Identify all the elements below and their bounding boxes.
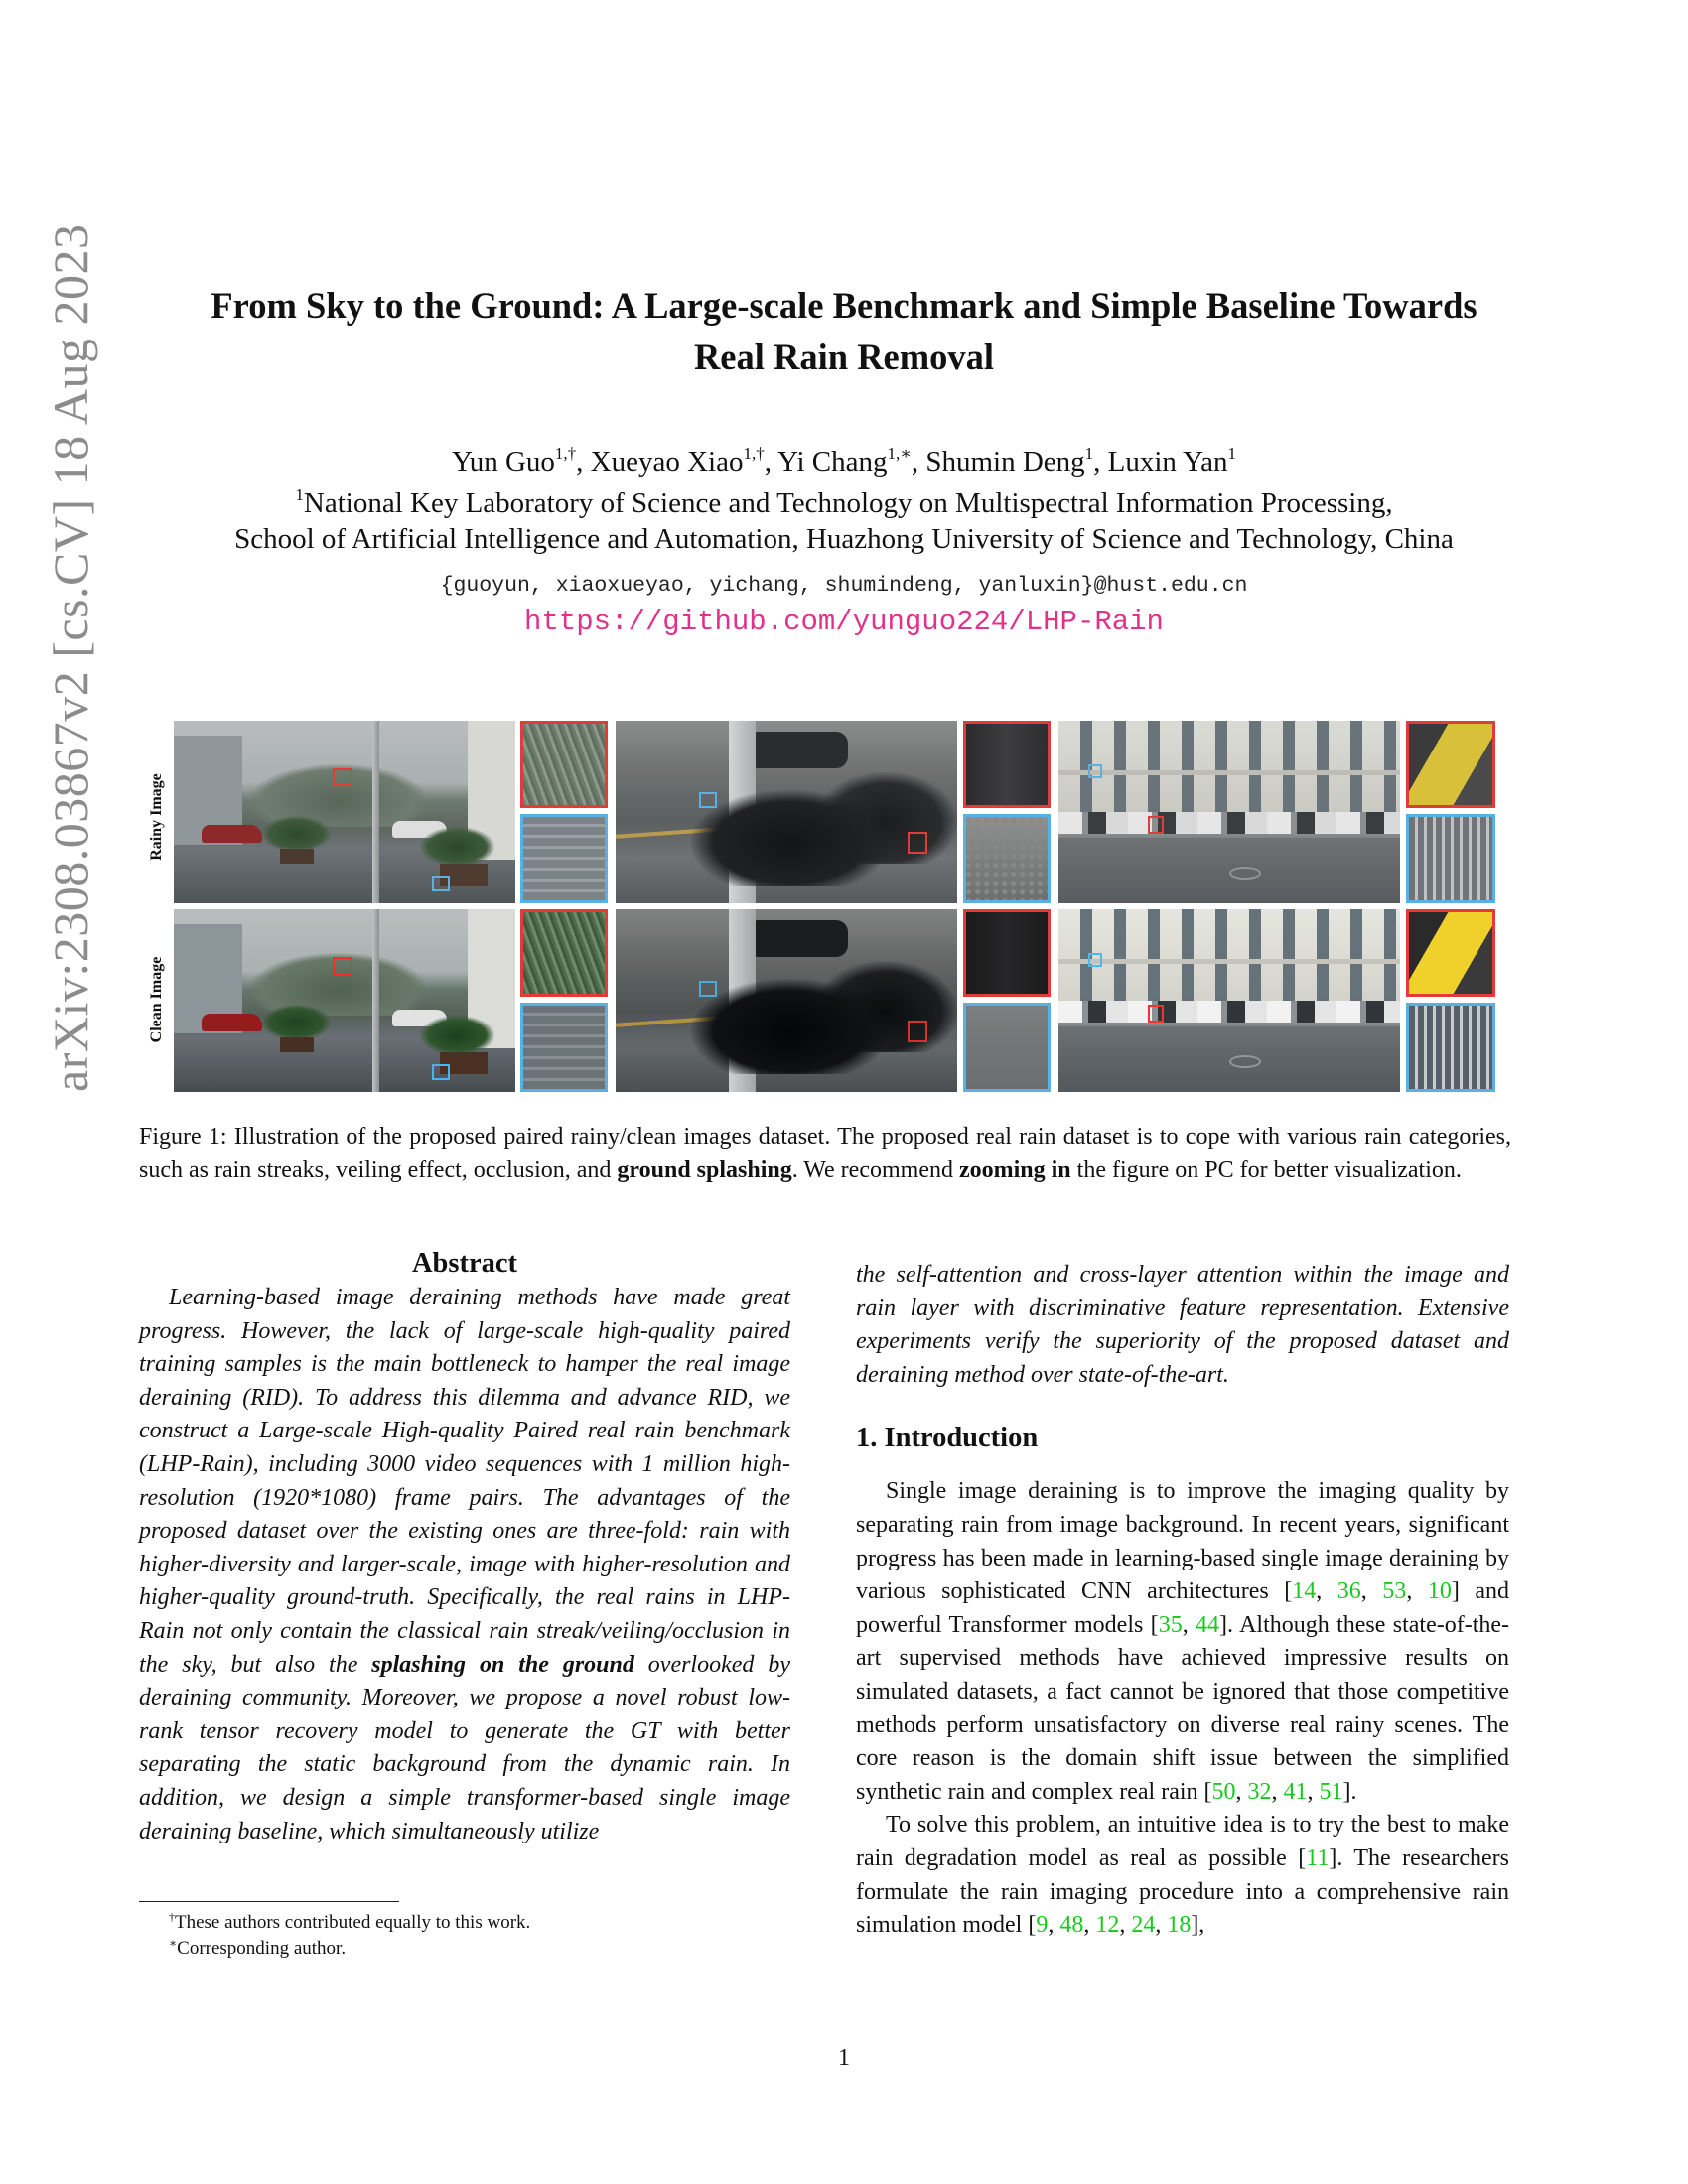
rainy-crop-blue-2	[963, 814, 1051, 903]
citation-link[interactable]: 53	[1382, 1578, 1407, 1605]
introduction-heading: 1. Introduction	[856, 1423, 1039, 1454]
citation-link[interactable]: 11	[1306, 1844, 1330, 1871]
intro-text: To solve this problem, an intuitive idea is to try the best to make rain degradation model as real as possible [	[856, 1812, 1509, 1871]
author-sup: 1	[1227, 444, 1237, 463]
red-crop-marker	[333, 957, 352, 975]
affiliation-line-2: School of Artificial Intelligence and Automation, Huazhong University of Science and Technology, China	[234, 523, 1454, 555]
rainy-crop-red-1	[520, 721, 608, 808]
caption-bold-ground-splashing: ground splashing	[617, 1158, 792, 1183]
arxiv-stamp: arXiv:2308.03867v2 [cs.CV] 18 Aug 2023	[43, 223, 98, 1092]
citation-link[interactable]: 32	[1247, 1778, 1272, 1805]
intro-text: ]. The researchers formulate the rain imaging procedure into a comprehensive rain simulation model [	[856, 1844, 1509, 1939]
row-label-rainy: Rainy Image	[148, 773, 165, 861]
author-name: Luxin Yan	[1107, 446, 1228, 478]
red-crop-marker	[908, 1021, 927, 1042]
blue-crop-marker	[432, 876, 450, 891]
rainy-scene-campus	[174, 721, 515, 903]
abstract-heading: Abstract	[411, 1248, 518, 1279]
clean-crop-blue-3	[1406, 1003, 1495, 1092]
red-crop-marker	[1148, 816, 1164, 834]
row-label-clean: Clean Image	[148, 956, 165, 1043]
citation-link[interactable]: 9	[1036, 1912, 1049, 1939]
abstract-text	[139, 1282, 790, 1848]
footnote-1-mark: †	[169, 1910, 175, 1924]
clean-scene-campus	[174, 909, 515, 1092]
right-column	[856, 1259, 1509, 1943]
author-emails: {guoyun, xiaoxueyao, yichang, shumindeng, yanluxin}@hust.edu.cn	[440, 574, 1248, 598]
intro-text: ] and powerful Transformer models [	[856, 1578, 1509, 1638]
rainy-crop-red-3	[1406, 721, 1495, 808]
footnote-1-text: These authors contributed equally to this work.	[175, 1912, 531, 1933]
clean-crop-red-2	[963, 909, 1051, 997]
clean-crop-red-3	[1406, 909, 1495, 997]
citation-link[interactable]: 14	[1292, 1578, 1317, 1605]
footnote-1	[169, 1910, 530, 1936]
intro-text: Single image deraining is to improve the imaging quality by separating rain from image background. In recent years, significant progress has been made in learning-based single image deraining by various sophisticated CNN architectures [	[856, 1478, 1509, 1605]
footnotes	[169, 1910, 530, 1962]
citation-link[interactable]: 41	[1283, 1778, 1308, 1805]
footnote-2-mark: ∗	[169, 1936, 178, 1950]
intro-text: ].	[1342, 1778, 1357, 1805]
caption-text: the figure on PC for better visualization.	[1070, 1158, 1462, 1183]
blue-crop-marker	[432, 1064, 450, 1080]
title-line-2: Real Rain Removal	[693, 337, 995, 377]
intro-paragraph-2: To solve this problem, an intuitive idea is to try the best to make rain degradation model as real as possible [11]. The researchers formulate the rain imaging procedure into a comprehensive rain simulation model [9, 48, 12, 24, 18],	[856, 1812, 1509, 1939]
clean-scene-building	[1058, 909, 1400, 1092]
affiliation	[119, 485, 1569, 557]
clean-scene-scooters	[616, 909, 957, 1092]
paper-title	[119, 280, 1569, 383]
red-crop-marker	[908, 832, 927, 854]
citation-link[interactable]: 35	[1158, 1611, 1183, 1638]
intro-text: ],	[1191, 1912, 1205, 1939]
citation-link[interactable]: 18	[1167, 1912, 1192, 1939]
abstract-bold-splashing: splashing on the ground	[371, 1651, 634, 1678]
github-repo-link[interactable]: https://github.com/yunguo224/LHP-Rain	[524, 606, 1164, 638]
abstract-continued: the self-attention and cross-layer attention within the image and rain layer with discriminative feature representation. Extensive experiments verify the superiority of the proposed dataset and deraining method over state-of-the-art.	[856, 1262, 1509, 1388]
red-crop-marker	[333, 768, 352, 786]
blue-crop-marker	[699, 981, 717, 997]
footnote-2-text: Corresponding author.	[177, 1938, 347, 1959]
author-sup: 1,∗	[887, 444, 912, 463]
citation-link[interactable]: 51	[1319, 1778, 1343, 1805]
rainy-crop-blue-3	[1406, 814, 1495, 903]
intro-text: ]. Although these state-of-the-art supervised methods have achieved impressive results on simulated datasets, a fact cannot be ignored that those competitive methods perform unsatisfactory on diverse real rainy scenes. The core reason is the domain shift issue between the simplified synthetic rain and complex real rain [	[856, 1611, 1510, 1805]
rainy-crop-blue-1	[520, 814, 608, 903]
caption-bold-zooming-in: zooming in	[958, 1158, 1071, 1183]
blue-crop-marker	[1088, 764, 1102, 778]
caption-text: Figure 1: Illustration of the proposed paired rainy/clean images dataset. The proposed real rain dataset is to cope with various rain categories, such as rain streaks, veiling effect, occlusion, and	[139, 1124, 1511, 1183]
author-name: Shumin Deng	[925, 446, 1085, 478]
abstract-text-part-1: Learning-based image deraining methods have made great progress. However, the lack of large-scale high-quality paired training samples is the main bottleneck to hamper the real image deraining (RID). To address this dilemma and advance RID, we construct a Large-scale High-quality Paired real rain benchmark (LHP-Rain), including 3000 video sequences with 1 million high-resolution (1920*1080) frame pairs. The advantages of the proposed dataset over the existing ones are three-fold: rain with higher-diversity and larger-scale, image with higher-resolution and higher-quality ground-truth. Specifically, the real rains in LHP-Rain not only contain the classical rain streak/veiling/occlusion in the sky, but also the	[139, 1285, 790, 1678]
title-line-1: From Sky to the Ground: A Large-scale Benchmark and Simple Baseline Towards	[211, 285, 1477, 326]
citation-link[interactable]: 50	[1211, 1778, 1236, 1805]
rainy-scene-building	[1058, 721, 1400, 903]
citation-link[interactable]: 10	[1427, 1578, 1452, 1605]
footnote-rule	[139, 1901, 399, 1902]
caption-text: . We recommend	[791, 1158, 959, 1183]
author-name: Yi Chang	[777, 446, 888, 478]
red-crop-marker	[1148, 1005, 1164, 1023]
citation-link[interactable]: 44	[1196, 1611, 1220, 1638]
author-name: Xueyao Xiao	[590, 446, 744, 478]
figure-1	[139, 721, 1509, 1098]
author-sup: 1,†	[554, 444, 577, 463]
rainy-crop-red-2	[963, 721, 1051, 808]
citation-link[interactable]: 36	[1336, 1578, 1361, 1605]
intro-paragraph-1: Single image deraining is to improve the imaging quality by separating rain from image background. In recent years, significant progress has been made in learning-based single image deraining by various sophisticated CNN architectures [14, 36, 53, 10] and powerful Transformer models [35, 44]. Although these state-of-the-art supervised methods have achieved impressive results on simulated datasets, a fact cannot be ignored that those competitive methods perform unsatisfactory on diverse real rainy scenes. The core reason is the domain shift issue between the simplified synthetic rain and complex real rain [50, 32, 41, 51].	[856, 1478, 1510, 1805]
figure-caption	[139, 1120, 1511, 1187]
clean-crop-blue-1	[520, 1003, 608, 1092]
author-list: Yun Guo$^{1,\dagger}$, Xueyao Xiao$^{1,\dagger}$, Yi Chang$^{1,∗}$, Shumin Deng$^1$, Luxin Yan$^1$	[451, 444, 1237, 478]
left-column	[139, 1246, 790, 1848]
blue-crop-marker	[1088, 953, 1102, 967]
footnote-2	[169, 1936, 530, 1962]
affiliation-line-1	[119, 485, 1569, 521]
citation-link[interactable]: 48	[1059, 1912, 1084, 1939]
author-name: Yun Guo	[451, 446, 555, 478]
author-sup: 1	[1084, 444, 1094, 463]
affiliation-sup: 1	[295, 485, 304, 504]
author-sup: 1,†	[743, 444, 765, 463]
page-number: 1	[838, 2045, 850, 2071]
rainy-scene-scooters	[616, 721, 957, 903]
citation-link[interactable]: 12	[1095, 1912, 1120, 1939]
clean-crop-red-1	[520, 909, 608, 997]
blue-crop-marker	[699, 792, 717, 808]
affiliation-text-1: National Key Laboratory of Science and Technology on Multispectral Information Processing,	[303, 487, 1393, 519]
citation-link[interactable]: 24	[1131, 1912, 1156, 1939]
clean-crop-blue-2	[963, 1003, 1051, 1092]
abstract-text-part-2: overlooked by deraining community. Moreover, we propose a novel robust low-rank tensor recovery model to generate the GT with better separating the static background from the dynamic rain. In addition, we design a simple transformer-based single image deraining baseline, which simultaneously utilize	[139, 1651, 790, 1844]
